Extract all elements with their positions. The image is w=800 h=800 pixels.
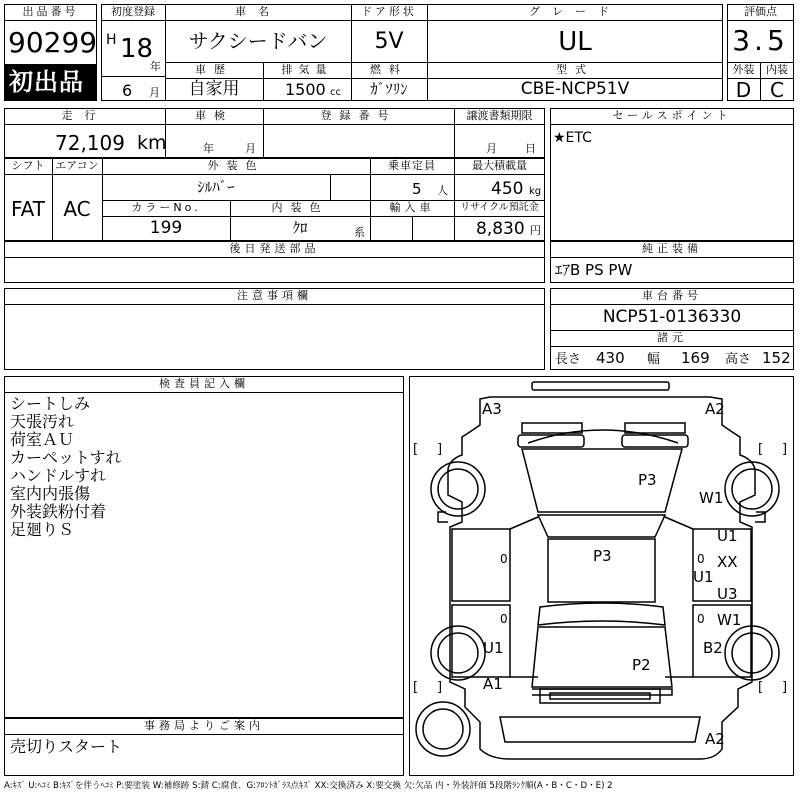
overall-score: 3.5 <box>732 24 789 57</box>
length: 430 <box>596 349 625 367</box>
vehicle-history-label: 車歴 <box>195 63 233 76</box>
bracket-right-front: [ <box>758 442 764 457</box>
damage-right-rear-fender: B2 <box>703 639 723 657</box>
capacity-unit: 人 <box>437 184 448 197</box>
damage-front-left: A3 <box>482 400 502 418</box>
bracket-right-rear: [ <box>758 680 764 695</box>
damage-right-front-door: U1 <box>717 527 738 545</box>
model-code-label: 型式 <box>556 63 594 76</box>
inspector-note: 足廻りＳ <box>10 520 75 539</box>
office-label: 事務局よりご案内 <box>144 719 264 732</box>
door-mark-right-2: 0 <box>697 612 705 626</box>
height: 152 <box>762 349 791 367</box>
damage-left-rear-fender: U1 <box>483 639 504 657</box>
door-type-label: ドア形状 <box>361 5 417 18</box>
bracket-right-front-close: ] <box>782 442 788 457</box>
chassis-number: NCP51-0136330 <box>602 307 742 327</box>
car-outline <box>410 377 793 775</box>
mileage: 72,109 <box>55 131 125 155</box>
recycle-deposit-label: リサイクル預託金 <box>460 202 539 213</box>
damage-rear-hatch: P2 <box>632 656 651 674</box>
registration-month: 6 <box>122 81 133 100</box>
inspector-note: ハンドルすれ <box>10 466 107 485</box>
first-registration-label: 初度登録 <box>111 5 155 18</box>
damage-roof: P3 <box>593 547 612 565</box>
sales-points-section <box>550 108 794 241</box>
inspector-label: 検査員記入欄 <box>159 377 249 390</box>
damage-right-front-fender: W1 <box>699 489 724 507</box>
inspector-note: 室内内張傷 <box>10 484 91 503</box>
sales-points: ★ETC <box>553 130 592 146</box>
bracket-right-rear-close: ] <box>782 680 788 695</box>
equipment-label: 純正装備 <box>642 242 702 255</box>
inspector-note: 外装鉄粉付着 <box>10 502 107 521</box>
later-parts-label: 後日発送部品 <box>229 242 320 255</box>
car-name-label: 車名 <box>235 5 281 18</box>
shift-label: シフト <box>11 159 45 172</box>
exterior-score: D <box>735 78 752 102</box>
ac-label: エアコン <box>55 159 99 172</box>
recycle-deposit-unit: 円 <box>530 224 541 237</box>
mileage-label: 走行 <box>61 109 108 122</box>
color-number: 199 <box>149 218 183 238</box>
door-mark-right-1: 0 <box>697 552 705 566</box>
interior-color-label: 内装色 <box>271 201 329 214</box>
notes-label: 注意事項欄 <box>237 289 312 302</box>
transfer-deadline-label: 譲渡書類期限 <box>466 109 533 122</box>
displacement: 1500 <box>285 80 326 99</box>
registration-month-unit: 月 <box>149 86 160 99</box>
inspector-notes-list <box>10 395 122 539</box>
color-number-label: カラーNo. <box>131 201 201 214</box>
air-conditioning: AC <box>63 197 91 221</box>
inspector-note: 荷室ＡＵ <box>10 430 75 449</box>
door-mark-left-2: 0 <box>500 612 508 626</box>
bracket-left-rear: [ <box>413 680 419 695</box>
inspection-label: 車検 <box>195 109 233 122</box>
lot-number-label: 出品番号 <box>22 5 79 18</box>
inspection-year-unit: 年 <box>203 142 214 155</box>
door-type: 5V <box>374 29 404 54</box>
damage-front-right: A2 <box>705 400 725 418</box>
inspector-note: 天張汚れ <box>10 412 75 431</box>
max-load-unit: kg <box>529 186 542 197</box>
fuel: ｶﾞｿﾘﾝ <box>370 80 408 98</box>
width-label: 幅 <box>647 352 661 367</box>
deadline-month-unit: 月 <box>486 142 497 155</box>
model-code: CBE-NCP51V <box>520 79 630 99</box>
capacity: 5 <box>412 180 422 198</box>
bracket-left-rear-close: ] <box>437 680 443 695</box>
deadline-day-unit: 日 <box>525 142 536 155</box>
max-load-label: 最大積載量 <box>472 159 527 172</box>
displacement-unit: cc <box>330 87 341 98</box>
damage-right-rear-door: U3 <box>717 585 738 603</box>
door-mark-left-1: 0 <box>500 552 508 566</box>
damage-right-pillar: U1 <box>693 568 714 586</box>
inspection-month-unit: 月 <box>245 142 256 155</box>
damage-right-rear-door-2: W1 <box>717 611 742 629</box>
displacement-label: 排気量 <box>281 63 333 76</box>
registration-number-label: 登録番号 <box>320 109 397 122</box>
bracket-left-front: [ <box>413 442 419 457</box>
bracket-left-front-close: ] <box>437 442 443 457</box>
grade: UL <box>558 27 592 57</box>
car-name: サクシードバン <box>188 29 328 53</box>
registration-year: 18 <box>120 34 154 64</box>
office-message: 売切りスタート <box>10 737 123 756</box>
import-label: 輸入車 <box>389 201 435 214</box>
score-label: 評価点 <box>744 5 777 18</box>
inspector-note: シートしみ <box>10 394 91 413</box>
mileage-unit: km <box>137 132 167 154</box>
damage-hood: P3 <box>638 471 657 489</box>
inspector-note: カーペットすれ <box>10 448 122 467</box>
registration-era: H <box>106 32 117 48</box>
capacity-label: 乗車定員 <box>388 159 436 172</box>
length-label: 長さ <box>555 352 582 367</box>
chassis-number-label: 車台番号 <box>642 289 702 302</box>
lot-number: 90299 <box>8 26 98 59</box>
interior-color: ｸﾛ <box>292 219 308 237</box>
exterior-color: ｼﾙﾊﾞｰ <box>197 178 235 196</box>
max-load: 450 <box>491 179 524 199</box>
damage-rear-bumper: A2 <box>705 730 725 748</box>
grade-label: グレード <box>529 5 621 18</box>
registration-year-unit: 年 <box>150 60 161 73</box>
exterior-score-label: 外装 <box>732 63 755 76</box>
recycle-deposit: 8,830 <box>476 219 525 239</box>
interior-score: C <box>770 78 784 102</box>
vehicle-history: 自家用 <box>188 79 240 99</box>
dimensions-label: 諸元 <box>657 331 687 344</box>
interior-color-unit: 系 <box>354 226 365 239</box>
interior-score-label: 内装 <box>766 63 788 76</box>
height-label: 高さ <box>725 352 752 367</box>
damage-right-front-door-2: XX <box>717 553 738 571</box>
shift: FAT <box>10 197 45 221</box>
sales-points-label: セールスポイント <box>612 109 732 122</box>
first-listing-badge-text: 初出品 <box>9 68 84 96</box>
damage-legend: A:ｷｽﾞ U:ﾍｺﾐ B:ｷｽﾞを伴うﾍｺﾐ P:要塗装 W:補修跡 S:錆 C:腐食、G:ﾌﾛﾝﾄｶﾞﾗｽ点ｷｽﾞ XX:交換済み X:要交換 欠:欠品 内・外装評価 5段階ﾗﾝｸ順(A・B・C・D・E) 2 <box>4 781 613 791</box>
damage-left-rear-bottom: A1 <box>483 675 503 693</box>
equipment: ｴｱB PS PW <box>555 261 633 279</box>
car-damage-diagram <box>409 376 794 776</box>
width: 169 <box>681 349 710 367</box>
fuel-label: 燃料 <box>370 63 408 76</box>
exterior-color-label: 外装色 <box>207 159 265 172</box>
